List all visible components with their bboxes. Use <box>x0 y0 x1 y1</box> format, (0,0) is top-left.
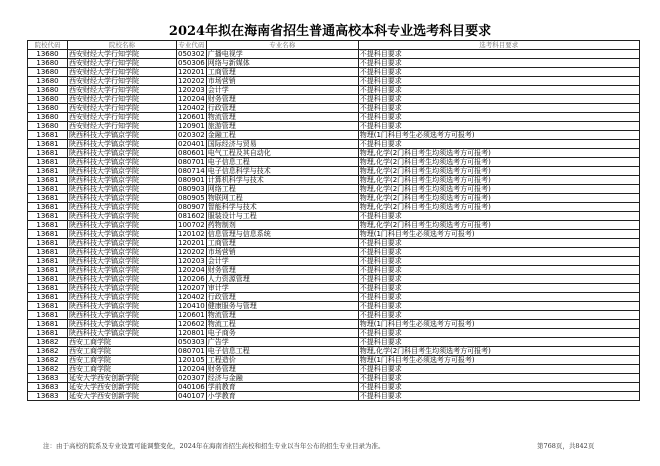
cell-major-code: 120202 <box>178 77 205 85</box>
cell-major-code: 020401 <box>178 140 205 148</box>
cell-school-code: 13682 <box>28 356 68 365</box>
table-row <box>28 320 640 329</box>
cell-school-code: 13681 <box>28 221 68 230</box>
cell-major-code: 080601 <box>178 149 205 157</box>
cell-major-name: 物流管理 <box>206 113 358 122</box>
cell-subject-requirement: 不提科目要求 <box>358 140 639 149</box>
cell-school-name: 陕西科技大学镐京学院 <box>68 203 177 212</box>
cell-major-code: 040106 <box>178 383 205 391</box>
table-row <box>28 221 640 230</box>
cell-major-name: 智能科学与技术 <box>206 203 358 212</box>
cell-school-code: 13681 <box>28 284 68 293</box>
cell-major-code: 120801 <box>178 329 205 337</box>
cell-subject-requirement: 物理,化学(2门科目考生均须选考方可报考) <box>358 176 639 185</box>
cell-major-name: 行政管理 <box>206 293 358 302</box>
cell-school-code: 13680 <box>28 77 68 86</box>
cell-major-name: 财务管理 <box>206 365 358 374</box>
cell-major-code: 120204 <box>178 365 205 373</box>
cell-major-code: 050302 <box>178 50 205 58</box>
cell-major-code: 100702 <box>178 221 205 229</box>
cell-subject-requirement: 物理,化学(2门科目考生均须选考方可报考) <box>358 185 639 194</box>
cell-school-code: 13681 <box>28 149 68 158</box>
table-header-row <box>28 41 640 50</box>
cell-school-code: 13681 <box>28 311 68 320</box>
cell-school-name: 陕西科技大学镐京学院 <box>68 311 177 320</box>
cell-school-code: 13681 <box>28 131 68 140</box>
table-row <box>28 176 640 185</box>
cell-major-name: 经济与金融 <box>206 374 358 383</box>
cell-school-name: 陕西科技大学镐京学院 <box>68 158 177 167</box>
cell-subject-requirement: 不提科目要求 <box>358 68 639 77</box>
table-row <box>28 257 640 266</box>
cell-major-name: 健康服务与管理 <box>206 302 358 311</box>
cell-school-code: 13681 <box>28 302 68 311</box>
cell-school-name: 陕西科技大学镐京学院 <box>68 131 177 140</box>
cell-major-name: 计算机科学与技术 <box>206 176 358 185</box>
cell-subject-requirement: 不提科目要求 <box>358 392 639 401</box>
table-row <box>28 230 640 239</box>
cell-subject-requirement: 不提科目要求 <box>358 311 639 320</box>
cell-school-name: 西安财经大学行知学院 <box>68 104 177 113</box>
cell-school-name: 陕西科技大学镐京学院 <box>68 248 177 257</box>
cell-school-code: 13681 <box>28 266 68 275</box>
cell-school-name: 陕西科技大学镐京学院 <box>68 266 177 275</box>
cell-major-code: 120602 <box>178 320 205 328</box>
cell-school-code: 13682 <box>28 347 68 356</box>
table-row <box>28 347 640 356</box>
table-row <box>28 311 640 320</box>
cell-school-name: 西安财经大学行知学院 <box>68 59 177 68</box>
table-row <box>28 77 640 86</box>
cell-major-code: 120601 <box>178 113 205 121</box>
cell-school-code: 13681 <box>28 185 68 194</box>
cell-subject-requirement: 不提科目要求 <box>358 383 639 392</box>
cell-school-code: 13681 <box>28 293 68 302</box>
cell-major-code: 120901 <box>178 122 205 130</box>
table-row <box>28 212 640 221</box>
cell-major-code: 120203 <box>178 257 205 265</box>
cell-major-code: 020307 <box>178 374 205 382</box>
cell-subject-requirement: 物理,化学(2门科目考生均须选考方可报考) <box>358 167 639 176</box>
header-major-name: 专业名称 <box>206 41 358 50</box>
cell-subject-requirement: 不提科目要求 <box>358 338 639 347</box>
page-number: 第768页，共842页 <box>537 442 595 450</box>
cell-school-code: 13683 <box>28 383 68 392</box>
cell-major-name: 市场营销 <box>206 77 358 86</box>
cell-subject-requirement: 不提科目要求 <box>358 248 639 257</box>
cell-major-name: 电气工程及其自动化 <box>206 149 358 158</box>
cell-school-name: 陕西科技大学镐京学院 <box>68 257 177 266</box>
cell-school-name: 陕西科技大学镐京学院 <box>68 194 177 203</box>
table-body <box>28 50 640 401</box>
table-row <box>28 194 640 203</box>
cell-school-name: 陕西科技大学镐京学院 <box>68 212 177 221</box>
cell-major-name: 国际经济与贸易 <box>206 140 358 149</box>
cell-school-name: 陕西科技大学镐京学院 <box>68 284 177 293</box>
cell-school-name: 延安大学西安创新学院 <box>68 374 177 383</box>
cell-major-name: 小学教育 <box>206 392 358 401</box>
table-row <box>28 392 640 401</box>
cell-major-name: 物流管理 <box>206 311 358 320</box>
cell-major-code: 120202 <box>178 248 205 256</box>
cell-school-name: 陕西科技大学镐京学院 <box>68 293 177 302</box>
cell-school-name: 陕西科技大学镐京学院 <box>68 221 177 230</box>
cell-major-name: 药物制剂 <box>206 221 358 230</box>
cell-major-code: 080903 <box>178 185 205 193</box>
cell-school-code: 13683 <box>28 374 68 383</box>
cell-school-name: 西安工商学院 <box>68 338 177 347</box>
cell-major-code: 080905 <box>178 194 205 202</box>
cell-school-code: 13681 <box>28 167 68 176</box>
cell-school-code: 13681 <box>28 176 68 185</box>
cell-school-code: 13681 <box>28 239 68 248</box>
header-school-name: 院校名称 <box>68 41 177 50</box>
cell-subject-requirement: 不提科目要求 <box>358 59 639 68</box>
cell-major-name: 广告学 <box>206 338 358 347</box>
cell-school-code: 13680 <box>28 59 68 68</box>
cell-school-name: 陕西科技大学镐京学院 <box>68 140 177 149</box>
cell-subject-requirement: 物理,化学(2门科目考生均须选考方可报考) <box>358 149 639 158</box>
cell-major-name: 市场营销 <box>206 248 358 257</box>
cell-school-code: 13682 <box>28 338 68 347</box>
header-major-code: 专业代码 <box>178 41 205 49</box>
table-row <box>28 293 640 302</box>
table-row <box>28 68 640 77</box>
cell-school-name: 陕西科技大学镐京学院 <box>68 302 177 311</box>
cell-school-code: 13681 <box>28 194 68 203</box>
table-row <box>28 266 640 275</box>
cell-major-name: 旅游管理 <box>206 122 358 131</box>
cell-subject-requirement: 物理(1门科目考生必须选考方可报考) <box>358 320 639 329</box>
cell-school-name: 陕西科技大学镐京学院 <box>68 230 177 239</box>
cell-major-code: 120204 <box>178 266 205 274</box>
cell-major-code: 080901 <box>178 176 205 184</box>
cell-subject-requirement: 不提科目要求 <box>358 365 639 374</box>
table-row <box>28 203 640 212</box>
cell-school-name: 陕西科技大学镐京学院 <box>68 320 177 329</box>
cell-school-code: 13680 <box>28 113 68 122</box>
cell-major-name: 工商管理 <box>206 239 358 248</box>
cell-school-code: 13681 <box>28 140 68 149</box>
cell-major-code: 120105 <box>178 356 205 364</box>
cell-major-code: 080907 <box>178 203 205 211</box>
cell-major-code: 120402 <box>178 293 205 301</box>
cell-major-code: 120402 <box>178 104 205 112</box>
cell-major-code: 120204 <box>178 95 205 103</box>
cell-school-code: 13680 <box>28 50 68 59</box>
cell-major-name: 网络工程 <box>206 185 358 194</box>
cell-school-code: 13681 <box>28 230 68 239</box>
cell-subject-requirement: 不提科目要求 <box>358 275 639 284</box>
table-row <box>28 248 640 257</box>
cell-subject-requirement: 不提科目要求 <box>358 284 639 293</box>
table-row <box>28 356 640 365</box>
cell-major-code: 050303 <box>178 338 205 346</box>
cell-school-name: 西安财经大学行知学院 <box>68 95 177 104</box>
cell-school-code: 13681 <box>28 320 68 329</box>
cell-subject-requirement: 不提科目要求 <box>358 113 639 122</box>
cell-subject-requirement: 不提科目要求 <box>358 50 639 59</box>
cell-major-code: 120206 <box>178 275 205 283</box>
cell-subject-requirement: 不提科目要求 <box>358 329 639 338</box>
cell-major-name: 学前教育 <box>206 383 358 392</box>
cell-school-code: 13680 <box>28 104 68 113</box>
cell-major-name: 工程造价 <box>206 356 358 365</box>
cell-major-name: 工商管理 <box>206 68 358 77</box>
cell-school-name: 陕西科技大学镐京学院 <box>68 239 177 248</box>
table-row <box>28 131 640 140</box>
table-row <box>28 104 640 113</box>
cell-school-name: 西安工商学院 <box>68 365 177 374</box>
cell-school-code: 13681 <box>28 275 68 284</box>
cell-subject-requirement: 不提科目要求 <box>358 212 639 221</box>
table-row <box>28 149 640 158</box>
table-row <box>28 383 640 392</box>
table-row <box>28 122 640 131</box>
table-row <box>28 302 640 311</box>
cell-major-code: 120207 <box>178 284 205 292</box>
cell-major-name: 物流工程 <box>206 320 358 329</box>
cell-subject-requirement: 不提科目要求 <box>358 122 639 131</box>
table-row <box>28 158 640 167</box>
cell-major-code: 080714 <box>178 167 205 175</box>
cell-major-name: 电子信息工程 <box>206 158 358 167</box>
cell-subject-requirement: 物理,化学(2门科目考生均须选考方可报考) <box>358 347 639 356</box>
cell-major-code: 080701 <box>178 158 205 166</box>
table-row <box>28 50 640 59</box>
cell-subject-requirement: 物理(1门科目考生必须选考方可报考) <box>358 230 639 239</box>
cell-school-name: 陕西科技大学镐京学院 <box>68 149 177 158</box>
cell-major-name: 服装设计与工程 <box>206 212 358 221</box>
cell-school-name: 西安财经大学行知学院 <box>68 113 177 122</box>
table-row <box>28 59 640 68</box>
table-row <box>28 140 640 149</box>
cell-school-name: 陕西科技大学镐京学院 <box>68 329 177 338</box>
cell-subject-requirement: 物理,化学(2门科目考生均须选考方可报考) <box>358 221 639 230</box>
header-school-code: 院校代码 <box>28 41 68 50</box>
cell-major-code: 081602 <box>178 212 205 220</box>
page-title: 2024年拟在海南省招生普通高校本科专业选考科目要求 <box>168 24 492 39</box>
cell-subject-requirement: 不提科目要求 <box>358 86 639 95</box>
cell-major-name: 网络与新媒体 <box>206 59 358 68</box>
cell-subject-requirement: 不提科目要求 <box>358 104 639 113</box>
cell-major-code: 120410 <box>178 302 205 310</box>
cell-school-name: 陕西科技大学镐京学院 <box>68 275 177 284</box>
cell-major-name: 信息管理与信息系统 <box>206 230 358 239</box>
table-row <box>28 338 640 347</box>
table-row <box>28 275 640 284</box>
cell-school-code: 13680 <box>28 95 68 104</box>
cell-subject-requirement: 物理,化学(2门科目考生均须选考方可报考) <box>358 158 639 167</box>
cell-school-code: 13682 <box>28 365 68 374</box>
cell-major-name: 会计学 <box>206 86 358 95</box>
table-row <box>28 95 640 104</box>
cell-school-name: 西安工商学院 <box>68 347 177 356</box>
cell-school-code: 13680 <box>28 122 68 131</box>
cell-major-code: 120203 <box>178 86 205 94</box>
cell-school-name: 西安工商学院 <box>68 356 177 365</box>
cell-school-name: 延安大学西安创新学院 <box>68 383 177 392</box>
table-row <box>28 86 640 95</box>
cell-school-name: 延安大学西安创新学院 <box>68 392 177 401</box>
cell-subject-requirement: 不提科目要求 <box>358 293 639 302</box>
cell-school-code: 13681 <box>28 158 68 167</box>
cell-subject-requirement: 物理(1门科目考生必须选考方可报考) <box>358 131 639 140</box>
cell-major-name: 人力资源管理 <box>206 275 358 284</box>
cell-major-name: 电子信息科学与技术 <box>206 167 358 176</box>
cell-subject-requirement: 物理,化学(2门科目考生均须选考方可报考) <box>358 194 639 203</box>
cell-school-name: 陕西科技大学镐京学院 <box>68 176 177 185</box>
cell-school-name: 西安财经大学行知学院 <box>68 86 177 95</box>
cell-major-code: 080701 <box>178 347 205 355</box>
cell-major-code: 020302 <box>178 131 205 139</box>
cell-major-name: 行政管理 <box>206 104 358 113</box>
table-row <box>28 329 640 338</box>
cell-major-code: 120102 <box>178 230 205 238</box>
cell-major-code: 120201 <box>178 68 205 76</box>
cell-school-code: 13681 <box>28 329 68 338</box>
cell-subject-requirement: 物理(1门科目考生必须选考方可报考) <box>358 356 639 365</box>
cell-school-name: 西安财经大学行知学院 <box>68 77 177 86</box>
cell-major-name: 财务管理 <box>206 266 358 275</box>
cell-school-name: 西安财经大学行知学院 <box>68 122 177 131</box>
cell-subject-requirement: 不提科目要求 <box>358 95 639 104</box>
table-row <box>28 284 640 293</box>
cell-school-code: 13681 <box>28 257 68 266</box>
footnote: 注：由于高校的院系及专业设置可能调整变化，2024年在海南省招生高校和招生专业以当年公布的招生专业目录为准。 <box>43 442 385 450</box>
cell-school-code: 13680 <box>28 68 68 77</box>
requirements-table <box>27 40 640 401</box>
cell-subject-requirement: 物理,化学(2门科目考生均须选考方可报考) <box>358 203 639 212</box>
cell-subject-requirement: 不提科目要求 <box>358 302 639 311</box>
cell-school-code: 13680 <box>28 86 68 95</box>
cell-major-code: 050306 <box>178 59 205 67</box>
cell-major-code: 120201 <box>178 239 205 247</box>
table-row <box>28 113 640 122</box>
table-row <box>28 365 640 374</box>
cell-major-name: 物联网工程 <box>206 194 358 203</box>
cell-major-code: 120601 <box>178 311 205 319</box>
cell-school-name: 陕西科技大学镐京学院 <box>68 185 177 194</box>
cell-subject-requirement: 不提科目要求 <box>358 374 639 383</box>
cell-major-code: 040107 <box>178 392 205 400</box>
cell-school-code: 13681 <box>28 248 68 257</box>
cell-subject-requirement: 不提科目要求 <box>358 266 639 275</box>
cell-school-code: 13681 <box>28 203 68 212</box>
cell-school-name: 西安财经大学行知学院 <box>68 68 177 77</box>
cell-major-name: 电子信息工程 <box>206 347 358 356</box>
cell-subject-requirement: 不提科目要求 <box>358 239 639 248</box>
cell-major-name: 广播电视学 <box>206 50 358 59</box>
table-row <box>28 374 640 383</box>
cell-school-name: 西安财经大学行知学院 <box>68 50 177 59</box>
cell-subject-requirement: 不提科目要求 <box>358 77 639 86</box>
cell-school-code: 13681 <box>28 212 68 221</box>
cell-major-name: 电子商务 <box>206 329 358 338</box>
cell-major-name: 会计学 <box>206 257 358 266</box>
table-row <box>28 167 640 176</box>
header-subject-requirement: 选考科目要求 <box>358 41 639 50</box>
table-row <box>28 239 640 248</box>
cell-major-name: 金融工程 <box>206 131 358 140</box>
cell-major-name: 审计学 <box>206 284 358 293</box>
table-row <box>28 185 640 194</box>
cell-school-name: 陕西科技大学镐京学院 <box>68 167 177 176</box>
cell-major-name: 财务管理 <box>206 95 358 104</box>
cell-subject-requirement: 不提科目要求 <box>358 257 639 266</box>
cell-school-code: 13683 <box>28 392 68 401</box>
